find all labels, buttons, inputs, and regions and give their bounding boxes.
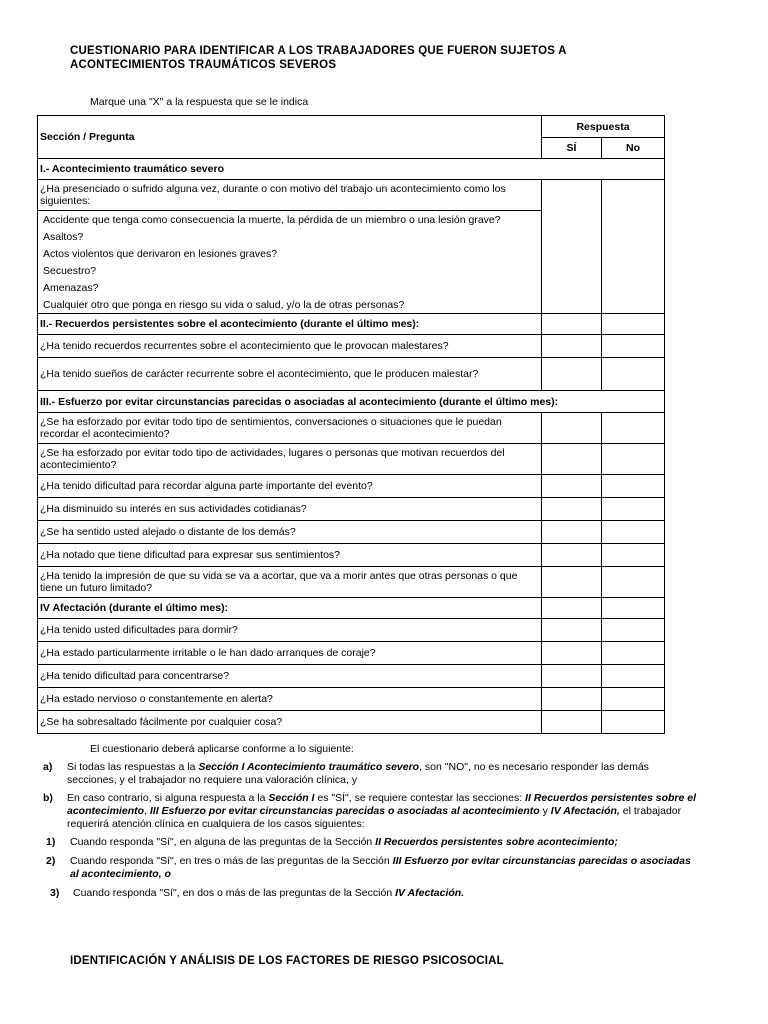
answer-si-cell[interactable] [542, 642, 602, 665]
question-item: ¿Se ha esforzado por evitar todo tipo de actividades, lugares o personas que motivan recuerdos del acontecimiento? [38, 444, 542, 475]
section-heading: III.- Esfuerzo por evitar circunstancias parecidas o asociadas al acontecimiento (durante el último mes): [38, 391, 665, 413]
answer-si-cell[interactable] [542, 413, 602, 444]
note-text: Cuando responda "Sí", en alguna de las preguntas de la Sección [70, 836, 376, 848]
answer-no-cell[interactable] [602, 279, 665, 296]
answer-no-cell[interactable] [602, 358, 665, 391]
header-respuesta: Respuesta [542, 116, 665, 138]
question-item: ¿Se ha esforzado por evitar todo tipo de sentimientos, conversaciones o situaciones que le puedan recordar el acontecimiento? [38, 413, 542, 444]
question-item: Secuestro? [38, 262, 542, 279]
section-heading: IV Afectación (durante el último mes): [38, 598, 542, 619]
answer-si-cell[interactable] [542, 665, 602, 688]
answer-si-cell[interactable] [542, 211, 602, 229]
answer-no-cell [602, 314, 665, 335]
note-text: En caso contrario, si alguna respuesta a la [67, 792, 269, 804]
question-item: ¿Ha disminuido su interés en sus actividades cotidianas? [38, 498, 542, 521]
note-text: Cuando responda "Sí", en tres o más de las preguntas de la Sección [70, 855, 393, 867]
question-item: ¿Ha estado nervioso o constantemente en alerta? [38, 688, 542, 711]
answer-si-cell[interactable] [542, 544, 602, 567]
answer-si-cell [542, 314, 602, 335]
answer-si-cell[interactable] [542, 711, 602, 734]
section-heading: II.- Recuerdos persistentes sobre el acontecimiento (durante el último mes): [38, 314, 542, 335]
question-item: ¿Ha notado que tiene dificultad para expresar sus sentimientos? [38, 544, 542, 567]
answer-si-cell[interactable] [542, 245, 602, 262]
answer-no-cell[interactable] [602, 567, 665, 598]
note-2 [40, 855, 700, 881]
note-emphasis: II Recuerdos persistentes sobre el acontecimiento [67, 792, 697, 817]
answer-no-cell[interactable] [602, 444, 665, 475]
next-section-title: IDENTIFICACIÓN Y ANÁLISIS DE LOS FACTORES DE RIESGO PSICOSOCIAL [70, 955, 504, 967]
question-item: ¿Ha tenido sueños de carácter recurrente sobre el acontecimiento, que le producen malestar? [38, 358, 542, 391]
question-item: Accidente que tenga como consecuencia la muerte, la pérdida de un miembro o una lesión grave? [38, 211, 542, 229]
note-text: Cuando responda "Sí", en dos o más de las preguntas de la Sección [73, 887, 396, 899]
note-marker: b) [43, 792, 53, 804]
note-a [40, 761, 700, 787]
answer-no-cell[interactable] [602, 711, 665, 734]
answer-si-cell [542, 598, 602, 619]
answer-si-cell[interactable] [542, 180, 602, 211]
note-marker: 1) [46, 836, 56, 848]
answer-si-cell[interactable] [542, 279, 602, 296]
answer-no-cell[interactable] [602, 211, 665, 229]
title-line-1: CUESTIONARIO PARA IDENTIFICAR A LOS TRABAJADORES QUE FUERON SUJETOS A [70, 45, 567, 57]
note-text: , son "NO", no es necesario responder las demás secciones, y el trabajador no requiere una valoración clínica, y [67, 761, 649, 786]
answer-no-cell[interactable] [602, 228, 665, 245]
note-emphasis: Sección I Acontecimiento traumático severo [198, 761, 420, 773]
answer-si-cell[interactable] [542, 498, 602, 521]
header-si: SÍ [542, 138, 602, 159]
answer-si-cell[interactable] [542, 688, 602, 711]
note-3 [40, 887, 700, 900]
answer-no-cell[interactable] [602, 475, 665, 498]
note-emphasis: IV Afectación, [550, 805, 620, 817]
note-text: Si todas las respuestas a la [67, 761, 199, 773]
question-item: Actos violentos que derivaron en lesiones graves? [38, 245, 542, 262]
question-item: Asaltos? [38, 228, 542, 245]
answer-si-cell[interactable] [542, 262, 602, 279]
answer-no-cell[interactable] [602, 413, 665, 444]
note-marker: 2) [46, 855, 56, 867]
note-marker: a) [43, 761, 53, 773]
document-title [70, 44, 630, 72]
answer-no-cell [602, 598, 665, 619]
title-line-2: ACONTECIMIENTOS TRAUMÁTICOS SEVEROS [70, 59, 337, 71]
answer-no-cell[interactable] [602, 544, 665, 567]
answer-si-cell[interactable] [542, 228, 602, 245]
instructions-notes [40, 743, 700, 906]
header-no: No [602, 138, 665, 159]
question-item: ¿Ha estado particularmente irritable o le han dado arranques de coraje? [38, 642, 542, 665]
question-item: ¿Se ha sentido usted alejado o distante de los demás? [38, 521, 542, 544]
question-item: Amenazas? [38, 279, 542, 296]
notes-lead: El cuestionario deberá aplicarse conforme a lo siguiente: [90, 743, 354, 755]
question-lead: ¿Ha presenciado o sufrido alguna vez, durante o con motivo del trabajo un acontecimiento como los siguientes: [38, 180, 542, 211]
question-item: Cualquier otro que ponga en riesgo su vida o salud, y/o la de otras personas? [38, 296, 542, 314]
question-item: ¿Se ha sobresaltado fácilmente por cualquier cosa? [38, 711, 542, 734]
questionnaire-table [37, 115, 665, 734]
note-text: es "SÍ", se requiere contestar las secciones: [314, 792, 526, 804]
answer-no-cell[interactable] [602, 521, 665, 544]
answer-no-cell[interactable] [602, 180, 665, 211]
answer-no-cell[interactable] [602, 665, 665, 688]
note-text: , [144, 805, 150, 817]
header-section-question: Sección / Pregunta [38, 116, 542, 159]
note-emphasis: II Recuerdos persistentes sobre acontecimiento; [375, 836, 618, 848]
answer-si-cell[interactable] [542, 335, 602, 358]
answer-no-cell[interactable] [602, 498, 665, 521]
answer-si-cell[interactable] [542, 521, 602, 544]
instruction-text: Marque una "X" a la respuesta que se le indica [90, 96, 309, 108]
note-marker: 3) [50, 887, 60, 899]
answer-si-cell[interactable] [542, 296, 602, 314]
answer-si-cell[interactable] [542, 567, 602, 598]
question-item: ¿Ha tenido dificultad para recordar alguna parte importante del evento? [38, 475, 542, 498]
answer-no-cell[interactable] [602, 688, 665, 711]
answer-no-cell[interactable] [602, 245, 665, 262]
note-text: y [539, 805, 551, 817]
note-1 [40, 836, 700, 849]
question-item: ¿Ha tenido recuerdos recurrentes sobre el acontecimiento que le provocan malestares? [38, 335, 542, 358]
note-text: el trabajador requerirá atención clínica en cualquiera de los casos siguientes: [67, 805, 682, 830]
note-emphasis: III Esfuerzo por evitar circunstancias parecidas o asociadas al acontecimiento [149, 805, 540, 817]
question-item: ¿Ha tenido dificultad para concentrarse? [38, 665, 542, 688]
answer-no-cell[interactable] [602, 262, 665, 279]
note-emphasis: IV Afectación. [395, 887, 465, 899]
answer-si-cell[interactable] [542, 475, 602, 498]
answer-no-cell[interactable] [602, 335, 665, 358]
note-emphasis: III Esfuerzo por evitar circunstancias parecidas o asociadas al acontecimiento, o [70, 855, 691, 880]
note-b [40, 792, 700, 831]
section-heading: I.- Acontecimiento traumático severo [38, 159, 665, 180]
note-emphasis: Sección I [268, 792, 315, 804]
answer-no-cell[interactable] [602, 642, 665, 665]
question-item: ¿Ha tenido la impresión de que su vida se va a acortar, que va a morir antes que otras personas o que tiene un futuro limitado? [38, 567, 542, 598]
answer-si-cell[interactable] [542, 619, 602, 642]
answer-si-cell[interactable] [542, 444, 602, 475]
answer-no-cell[interactable] [602, 619, 665, 642]
question-item: ¿Ha tenido usted dificultades para dormir? [38, 619, 542, 642]
answer-no-cell[interactable] [602, 296, 665, 314]
answer-si-cell[interactable] [542, 358, 602, 391]
